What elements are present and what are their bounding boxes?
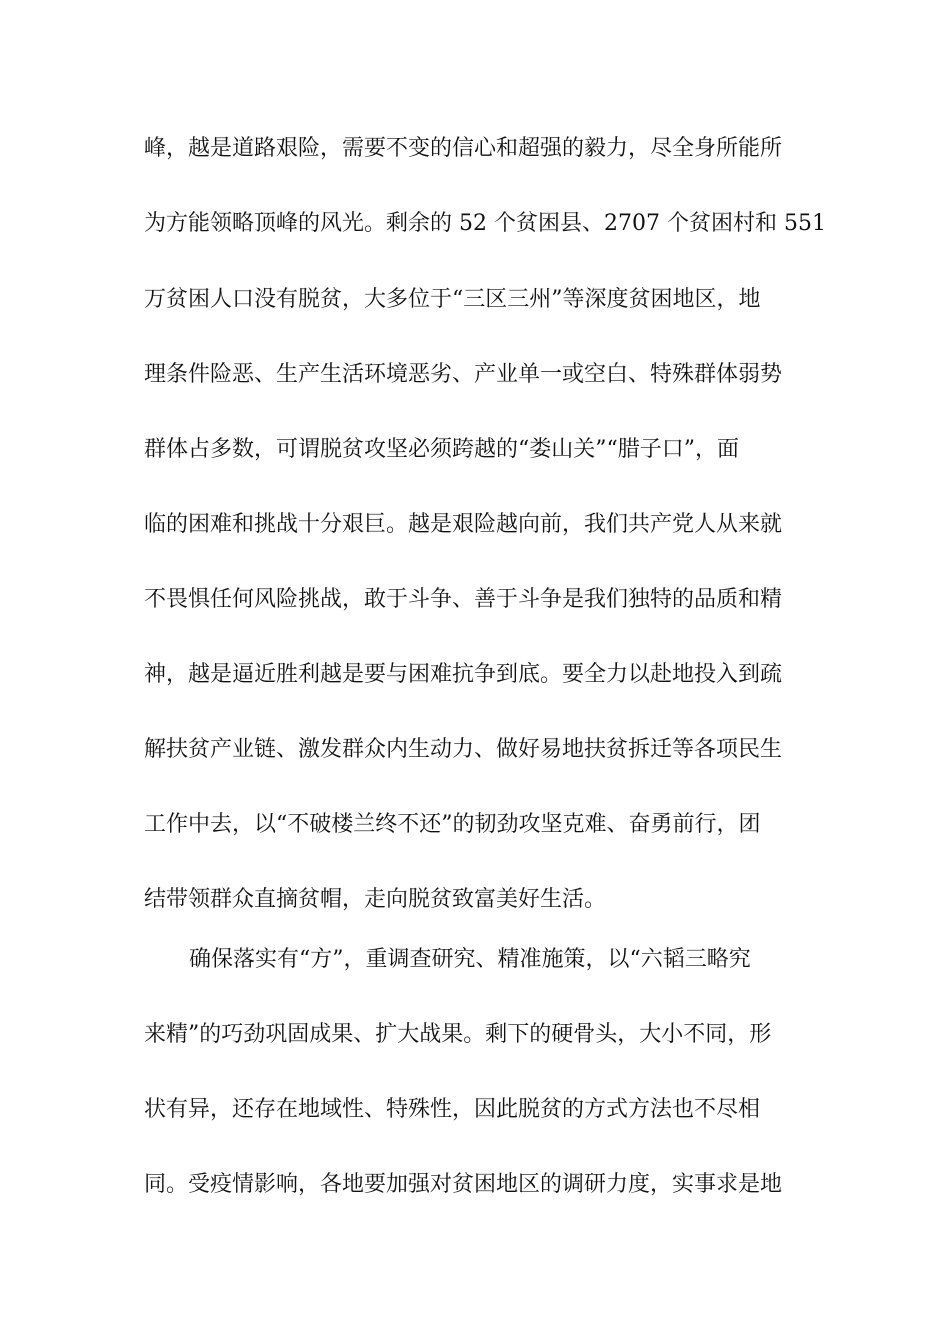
paragraph-line: 峰，越是道路艰险，需要不变的信心和超强的毅力，尽全身所能所 (144, 136, 783, 161)
paragraph-line: 临的困难和挑战十分艰巨。越是艰险越向前，我们共产党人从来就 (144, 512, 783, 537)
paragraph-line: 工作中去，以“不破楼兰终不还”的韧劲攻坚克难、奋勇前行，团 (144, 812, 761, 837)
paragraph-line: 结带领群众直摘贫帽，走向脱贫致富美好生活。 (144, 887, 607, 912)
paragraph-line: 解扶贫产业链、激发群众内生动力、做好易地扶贫拆迁等各项民生 (144, 737, 783, 762)
paragraph-line: 理条件险恶、生产生活环境恶劣、产业单一或空白、特殊群体弱势 (144, 362, 783, 387)
paragraph-line: 来精”的巧劲巩固成果、扩大战果。剩下的硬骨头，大小不同，形 (144, 1022, 772, 1047)
paragraph-line: 不畏惧任何风险挑战，敢于斗争、善于斗争是我们独特的品质和精 (144, 587, 783, 612)
paragraph-line: 同。受疫情影响，各地要加强对贫困地区的调研力度，实事求是地 (144, 1172, 783, 1197)
paragraph-first-line: 确保落实有“方”，重调查研究、精准施策，以“六韬三略究 (189, 947, 751, 972)
paragraph-line: 万贫困人口没有脱贫，大多位于“三区三州”等深度贫困地区，地 (144, 287, 761, 312)
paragraph-line: 为方能领略顶峰的风光。剩余的 52 个贫困县、2707 个贫困村和 551 (144, 211, 826, 236)
paragraph-line: 状有异，还存在地域性、特殊性，因此脱贫的方式方法也不尽相 (144, 1097, 761, 1122)
paragraph-line: 群体占多数，可谓脱贫攻坚必须跨越的“娄山关”“腊子口”，面 (144, 437, 739, 462)
paragraph-line: 神，越是逼近胜利越是要与困难抗争到底。要全力以赴地投入到疏 (144, 662, 783, 687)
